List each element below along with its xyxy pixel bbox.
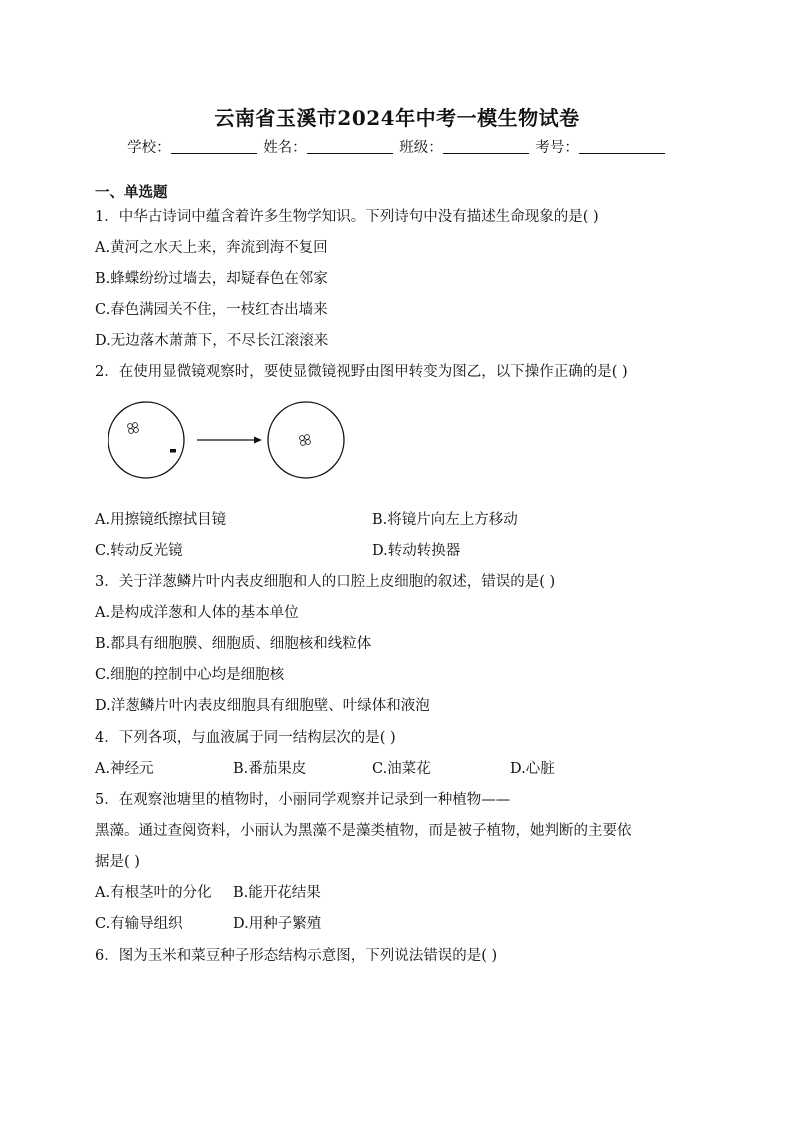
cell-cluster-yi <box>300 435 311 446</box>
field-yi <box>268 402 344 478</box>
question-4-option-b: B.番茄果皮 <box>233 761 307 777</box>
question-2-option-d: D.转动转换器 <box>372 543 461 559</box>
name-blank[interactable] <box>307 139 393 154</box>
name-label: 姓名： <box>263 140 307 156</box>
question-2-option-b: B.将镜片向左上方移动 <box>372 512 518 528</box>
section-heading: 一、单选题 <box>95 184 168 201</box>
field-jia <box>108 402 184 478</box>
question-3-option-c: C.细胞的控制中心均是细胞核 <box>95 667 285 683</box>
question-1-option-d: D.无边落木萧萧下，不尽长江滚滚来 <box>95 333 329 349</box>
exam-number-label: 考号： <box>535 140 579 156</box>
question-4-stem: 4．下列各项，与血液属于同一结构层次的是( ) <box>95 730 396 746</box>
question-3-stem: 3．关于洋葱鳞片叶内表皮细胞和人的口腔上皮细胞的叙述，错误的是( ) <box>95 574 556 590</box>
debris-mark <box>170 449 176 453</box>
question-3-option-d: D.洋葱鳞片叶内表皮细胞具有细胞壁、叶绿体和液泡 <box>95 698 430 714</box>
question-1-stem: 1．中华古诗词中蕴含着许多生物学知识。下列诗句中没有描述生命现象的是( ) <box>95 209 599 225</box>
question-5-stem-line-3: 据是( ) <box>95 854 140 870</box>
question-5-stem-line-2: 黑藻。通过查阅资料，小丽认为黑藻不是藻类植物，而是被子植物，她判断的主要依 <box>95 823 632 839</box>
question-4-option-d: D.心脏 <box>510 761 555 777</box>
question-5-option-a: A.有根茎叶的分化 <box>95 885 212 901</box>
school-label: 学校： <box>127 140 171 156</box>
question-6-stem: 6．图为玉米和菜豆种子形态结构示意图，下列说法错误的是( ) <box>95 948 498 964</box>
microscope-field-figure <box>108 398 358 484</box>
question-4-option-c: C.油菜花 <box>372 761 431 777</box>
exam-title: 云南省玉溪市2024年中考一模生物试卷 <box>214 106 580 130</box>
question-5-option-b: B.能开花结果 <box>233 885 321 901</box>
question-5-stem-line-1: 5．在观察池塘里的植物时，小丽同学观察并记录到一种植物—— <box>95 792 511 808</box>
exam-number-blank[interactable] <box>579 139 665 154</box>
class-label: 班级： <box>399 140 443 156</box>
question-4-option-a: A.神经元 <box>95 761 154 777</box>
question-5-option-c: C.有输导组织 <box>95 916 183 932</box>
question-2-option-c: C.转动反光镜 <box>95 543 183 559</box>
question-1-option-c: C.春色满园关不住，一枝红杏出墙来 <box>95 302 328 318</box>
question-1-option-a: A.黄河之水天上来，奔流到海不复回 <box>95 240 328 256</box>
question-2-stem: 2．在使用显微镜观察时，要使显微镜视野由图甲转变为图乙，以下操作正确的是( ) <box>95 364 628 380</box>
question-3-option-b: B.都具有细胞膜、细胞质、细胞核和线粒体 <box>95 636 372 652</box>
student-info-fields <box>0 136 794 157</box>
class-blank[interactable] <box>443 139 529 154</box>
question-1-option-b: B.蜂蝶纷纷过墙去，却疑春色在邻家 <box>95 271 328 287</box>
cell-cluster-jia <box>128 423 139 434</box>
school-blank[interactable] <box>171 139 257 154</box>
arrow <box>197 437 262 444</box>
question-2-option-a: A.用擦镜纸擦拭目镜 <box>95 512 227 528</box>
question-3-option-a: A.是构成洋葱和人体的基本单位 <box>95 605 299 621</box>
question-5-option-d: D.用种子繁殖 <box>233 916 322 932</box>
